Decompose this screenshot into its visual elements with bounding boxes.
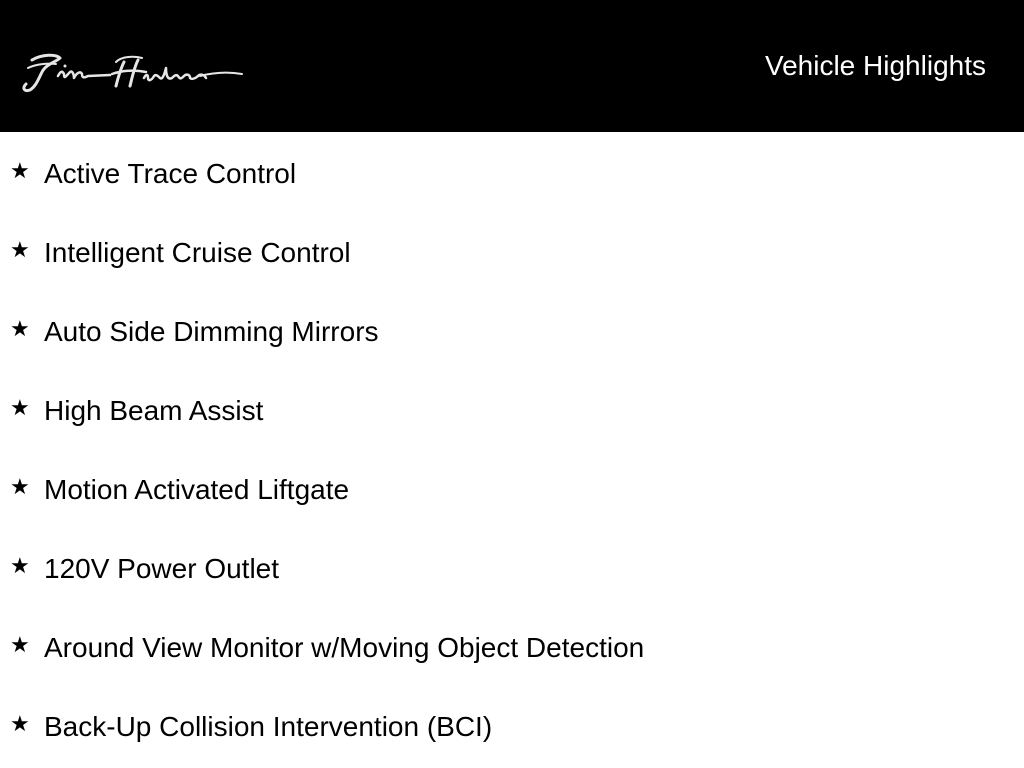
list-item: [0, 549, 1024, 589]
star-icon: ★: [10, 395, 30, 420]
star-icon: ★: [10, 316, 30, 341]
highlight-label: Active Trace Control: [44, 158, 297, 189]
highlight-label: Intelligent Cruise Control: [44, 237, 351, 268]
star-icon: ★: [10, 711, 30, 736]
list-item: [0, 391, 1024, 431]
highlight-label: High Beam Assist: [44, 395, 264, 426]
highlight-label: Auto Side Dimming Mirrors: [44, 316, 379, 347]
vehicle-highlights-list: [0, 132, 1024, 768]
highlight-label: Motion Activated Liftgate: [44, 474, 350, 505]
highlight-label: Around View Monitor w/Moving Object Detection: [44, 632, 645, 663]
highlight-label: 120V Power Outlet: [44, 553, 280, 584]
highlight-label: Back-Up Collision Intervention (BCI): [44, 711, 493, 742]
list-item: [0, 312, 1024, 352]
page-title: Vehicle Highlights: [764, 50, 986, 81]
list-item: [0, 628, 1024, 668]
list-item: [0, 707, 1024, 747]
list-item: [0, 233, 1024, 273]
header-bar: [0, 0, 1024, 132]
star-icon: ★: [10, 474, 30, 499]
star-icon: ★: [10, 632, 30, 657]
list-item: [0, 470, 1024, 510]
star-icon: ★: [10, 553, 30, 578]
star-icon: ★: [10, 158, 30, 183]
dealer-logo: [20, 46, 245, 98]
star-icon: ★: [10, 237, 30, 262]
list-item: [0, 154, 1024, 194]
